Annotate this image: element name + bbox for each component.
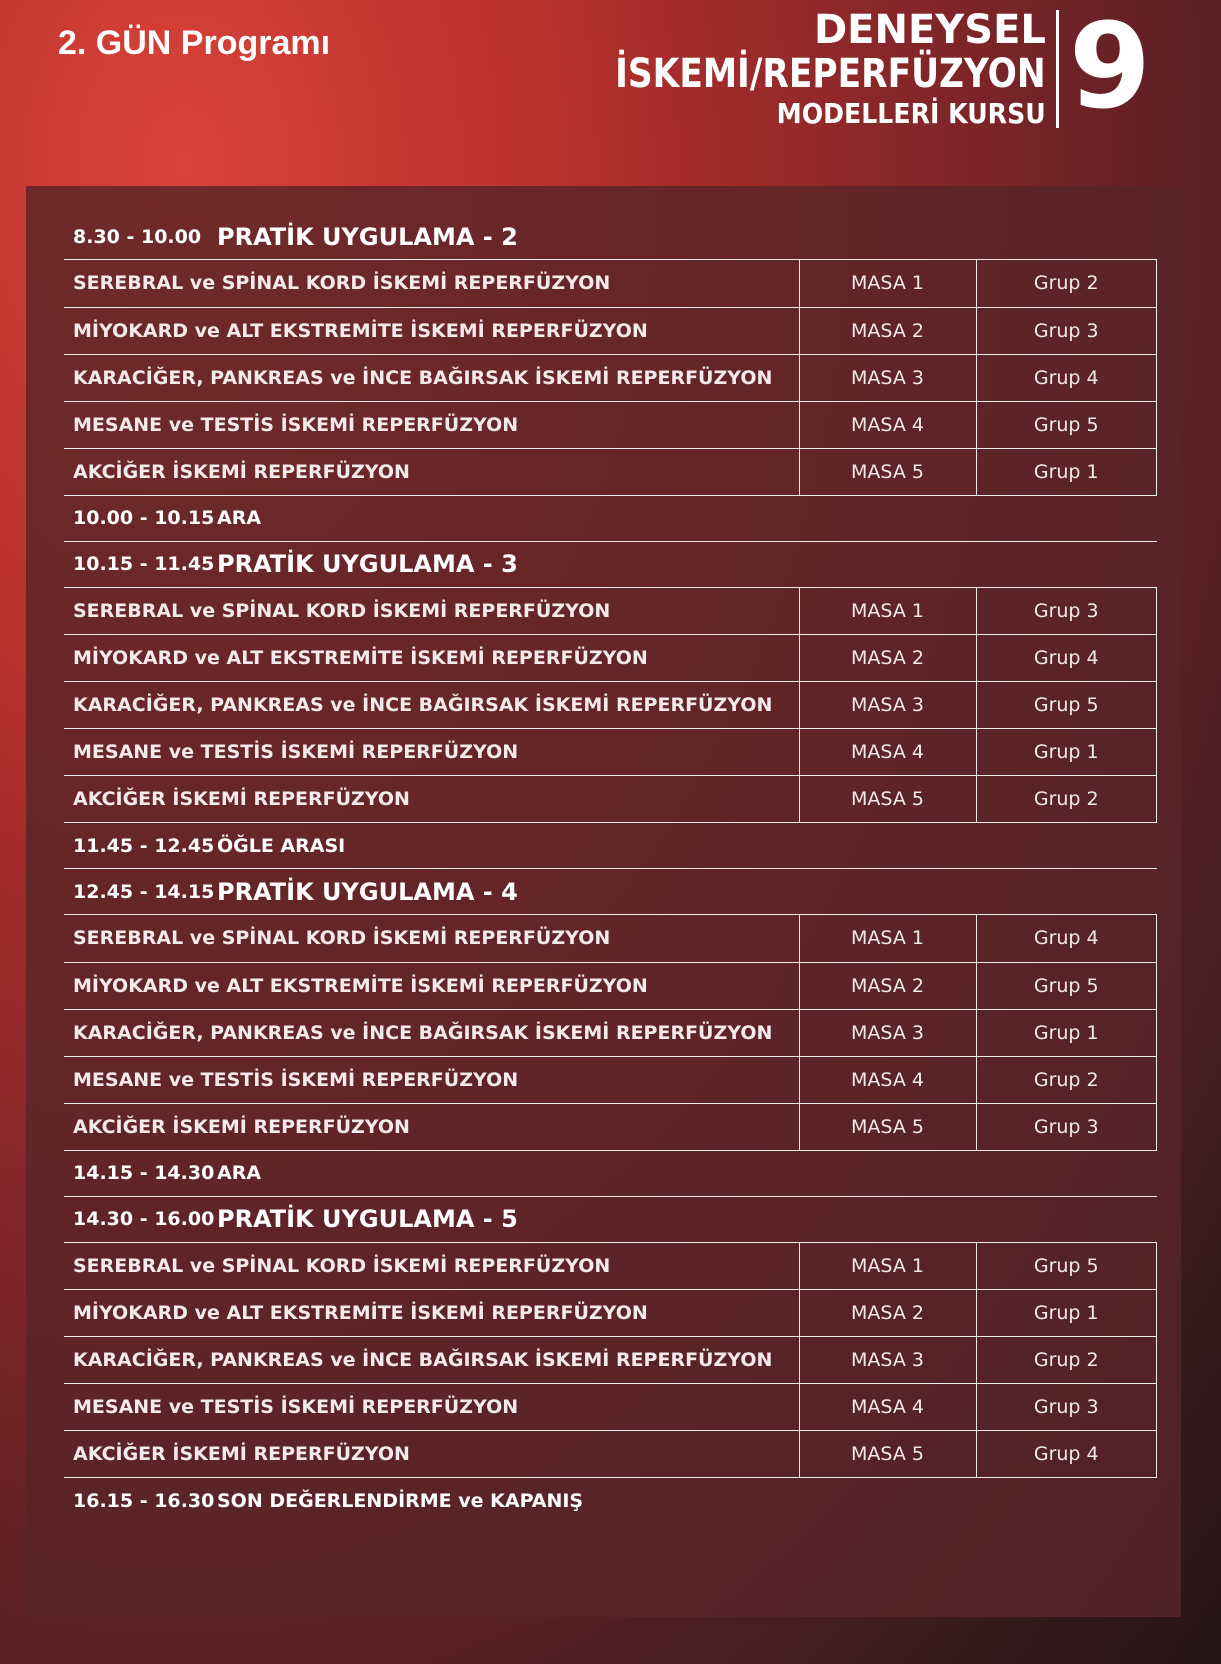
table-row [64, 915, 1157, 962]
table-cell: MASA 5 [799, 1103, 976, 1150]
group-cell: Grup 4 [976, 635, 1157, 682]
table-cell: MASA 4 [799, 401, 976, 448]
table-row [64, 682, 1157, 729]
table-row [64, 1243, 1157, 1290]
topic-cell: SEREBRAL ve SPİNAL KORD İSKEMİ REPERFÜZYON [64, 260, 799, 307]
table-row [64, 635, 1157, 682]
table-row [64, 448, 1157, 495]
topic-cell: KARACİĞER, PANKREAS ve İNCE BAĞIRSAK İSKEMİ REPERFÜZYON [64, 1337, 799, 1384]
time-slot: 11.45 - 12.45 [73, 834, 215, 857]
table-row [64, 1384, 1157, 1431]
topic-cell: MİYOKARD ve ALT EKSTREMİTE İSKEMİ REPERFÜZYON [64, 1290, 799, 1337]
time-slot: 16.15 - 16.30 [73, 1490, 215, 1512]
topic-cell: MİYOKARD ve ALT EKSTREMİTE İSKEMİ REPERFÜZYON [64, 307, 799, 354]
table-row [64, 776, 1157, 823]
break-title: ARA [217, 1162, 262, 1184]
table-row [64, 354, 1157, 401]
session-title: PRATİK UYGULAMA - 2 [217, 222, 518, 251]
table-row [64, 1009, 1157, 1056]
topic-cell: MESANE ve TESTİS İSKEMİ REPERFÜZYON [64, 729, 799, 776]
break-row [64, 1151, 1157, 1197]
course-name-line2: İSKEMİ/REPERFÜZYON [615, 51, 1046, 97]
group-cell: Grup 2 [976, 776, 1157, 823]
group-cell: Grup 1 [976, 448, 1157, 495]
group-cell: Grup 3 [976, 1384, 1157, 1431]
session-header [64, 214, 1157, 260]
group-cell: Grup 1 [976, 729, 1157, 776]
session-table [64, 915, 1157, 1151]
session-table [64, 1243, 1157, 1479]
time-slot: 14.15 - 14.30 [73, 1162, 215, 1184]
table-cell: MASA 2 [799, 635, 976, 682]
session-header [64, 542, 1157, 588]
session-title: PRATİK UYGULAMA - 4 [217, 877, 518, 906]
topic-cell: AKCİĞER İSKEMİ REPERFÜZYON [64, 1103, 799, 1150]
schedule-panel [26, 186, 1181, 1617]
group-cell: Grup 5 [976, 1243, 1157, 1290]
group-cell: Grup 3 [976, 588, 1157, 635]
break-title: ARA [217, 507, 262, 529]
topic-cell: KARACİĞER, PANKREAS ve İNCE BAĞIRSAK İSKEMİ REPERFÜZYON [64, 354, 799, 401]
time-slot: 8.30 - 10.00 [73, 225, 202, 248]
topic-cell: MİYOKARD ve ALT EKSTREMİTE İSKEMİ REPERFÜZYON [64, 962, 799, 1009]
session-title: PRATİK UYGULAMA - 5 [217, 1205, 518, 1233]
topic-cell: MESANE ve TESTİS İSKEMİ REPERFÜZYON [64, 1384, 799, 1431]
topic-cell: KARACİĞER, PANKREAS ve İNCE BAĞIRSAK İSKEMİ REPERFÜZYON [64, 1009, 799, 1056]
table-row [64, 1103, 1157, 1150]
table-cell: MASA 5 [799, 1431, 976, 1478]
course-edition-number: 9 [1068, 0, 1151, 135]
schedule [64, 214, 1157, 1524]
topic-cell: MESANE ve TESTİS İSKEMİ REPERFÜZYON [64, 401, 799, 448]
logo-divider [1056, 10, 1059, 128]
table-cell: MASA 1 [799, 915, 976, 962]
session-table [64, 260, 1157, 496]
course-name-line3: MODELLERİ KURSU [776, 97, 1046, 130]
topic-cell: SEREBRAL ve SPİNAL KORD İSKEMİ REPERFÜZYON [64, 1243, 799, 1290]
group-cell: Grup 2 [976, 1056, 1157, 1103]
table-cell: MASA 1 [799, 1243, 976, 1290]
group-cell: Grup 2 [976, 1337, 1157, 1384]
table-cell: MASA 5 [799, 448, 976, 495]
session-header [64, 1197, 1157, 1243]
table-cell: MASA 2 [799, 1290, 976, 1337]
table-cell: MASA 3 [799, 1009, 976, 1056]
time-slot: 12.45 - 14.15 [73, 880, 215, 903]
group-cell: Grup 2 [976, 260, 1157, 307]
table-cell: MASA 1 [799, 588, 976, 635]
table-cell: MASA 4 [799, 1056, 976, 1103]
topic-cell: AKCİĞER İSKEMİ REPERFÜZYON [64, 776, 799, 823]
table-cell: MASA 2 [799, 307, 976, 354]
break-row [64, 1478, 1157, 1524]
group-cell: Grup 3 [976, 1103, 1157, 1150]
table-row [64, 1056, 1157, 1103]
course-name [545, 7, 1046, 130]
table-cell: MASA 2 [799, 962, 976, 1009]
table-cell: MASA 1 [799, 260, 976, 307]
break-row [64, 823, 1157, 869]
course-name-line1: DENEYSEL [813, 7, 1046, 53]
table-row [64, 401, 1157, 448]
topic-cell: SEREBRAL ve SPİNAL KORD İSKEMİ REPERFÜZYON [64, 588, 799, 635]
table-row [64, 1337, 1157, 1384]
table-cell: MASA 4 [799, 1384, 976, 1431]
table-cell: MASA 4 [799, 729, 976, 776]
session-title: PRATİK UYGULAMA - 3 [217, 550, 518, 578]
table-row [64, 588, 1157, 635]
topic-cell: KARACİĞER, PANKREAS ve İNCE BAĞIRSAK İSKEMİ REPERFÜZYON [64, 682, 799, 729]
table-row [64, 1431, 1157, 1478]
break-title: ÖĞLE ARASI [217, 834, 346, 857]
group-cell: Grup 4 [976, 354, 1157, 401]
table-row [64, 260, 1157, 307]
topic-cell: MİYOKARD ve ALT EKSTREMİTE İSKEMİ REPERFÜZYON [64, 635, 799, 682]
topic-cell: SEREBRAL ve SPİNAL KORD İSKEMİ REPERFÜZYON [64, 915, 799, 962]
topic-cell: AKCİĞER İSKEMİ REPERFÜZYON [64, 448, 799, 495]
topic-cell: MESANE ve TESTİS İSKEMİ REPERFÜZYON [64, 1056, 799, 1103]
topic-cell: AKCİĞER İSKEMİ REPERFÜZYON [64, 1431, 799, 1478]
group-cell: Grup 1 [976, 1009, 1157, 1056]
break-row [64, 496, 1157, 542]
time-slot: 10.00 - 10.15 [73, 507, 215, 529]
group-cell: Grup 4 [976, 1431, 1157, 1478]
time-slot: 10.15 - 11.45 [73, 553, 215, 575]
page-title: 2. GÜN Programı [58, 24, 331, 62]
break-title: SON DEĞERLENDİRME ve KAPANIŞ [217, 1490, 584, 1512]
table-cell: MASA 3 [799, 1337, 976, 1384]
session-table [64, 588, 1157, 824]
session-header [64, 869, 1157, 915]
table-row [64, 1290, 1157, 1337]
group-cell: Grup 4 [976, 915, 1157, 962]
group-cell: Grup 1 [976, 1290, 1157, 1337]
table-row [64, 962, 1157, 1009]
group-cell: Grup 5 [976, 401, 1157, 448]
course-logo [545, 0, 1151, 135]
time-slot: 14.30 - 16.00 [73, 1208, 215, 1230]
group-cell: Grup 3 [976, 307, 1157, 354]
table-cell: MASA 5 [799, 776, 976, 823]
group-cell: Grup 5 [976, 682, 1157, 729]
table-cell: MASA 3 [799, 682, 976, 729]
table-row [64, 729, 1157, 776]
group-cell: Grup 5 [976, 962, 1157, 1009]
table-cell: MASA 3 [799, 354, 976, 401]
table-row [64, 307, 1157, 354]
